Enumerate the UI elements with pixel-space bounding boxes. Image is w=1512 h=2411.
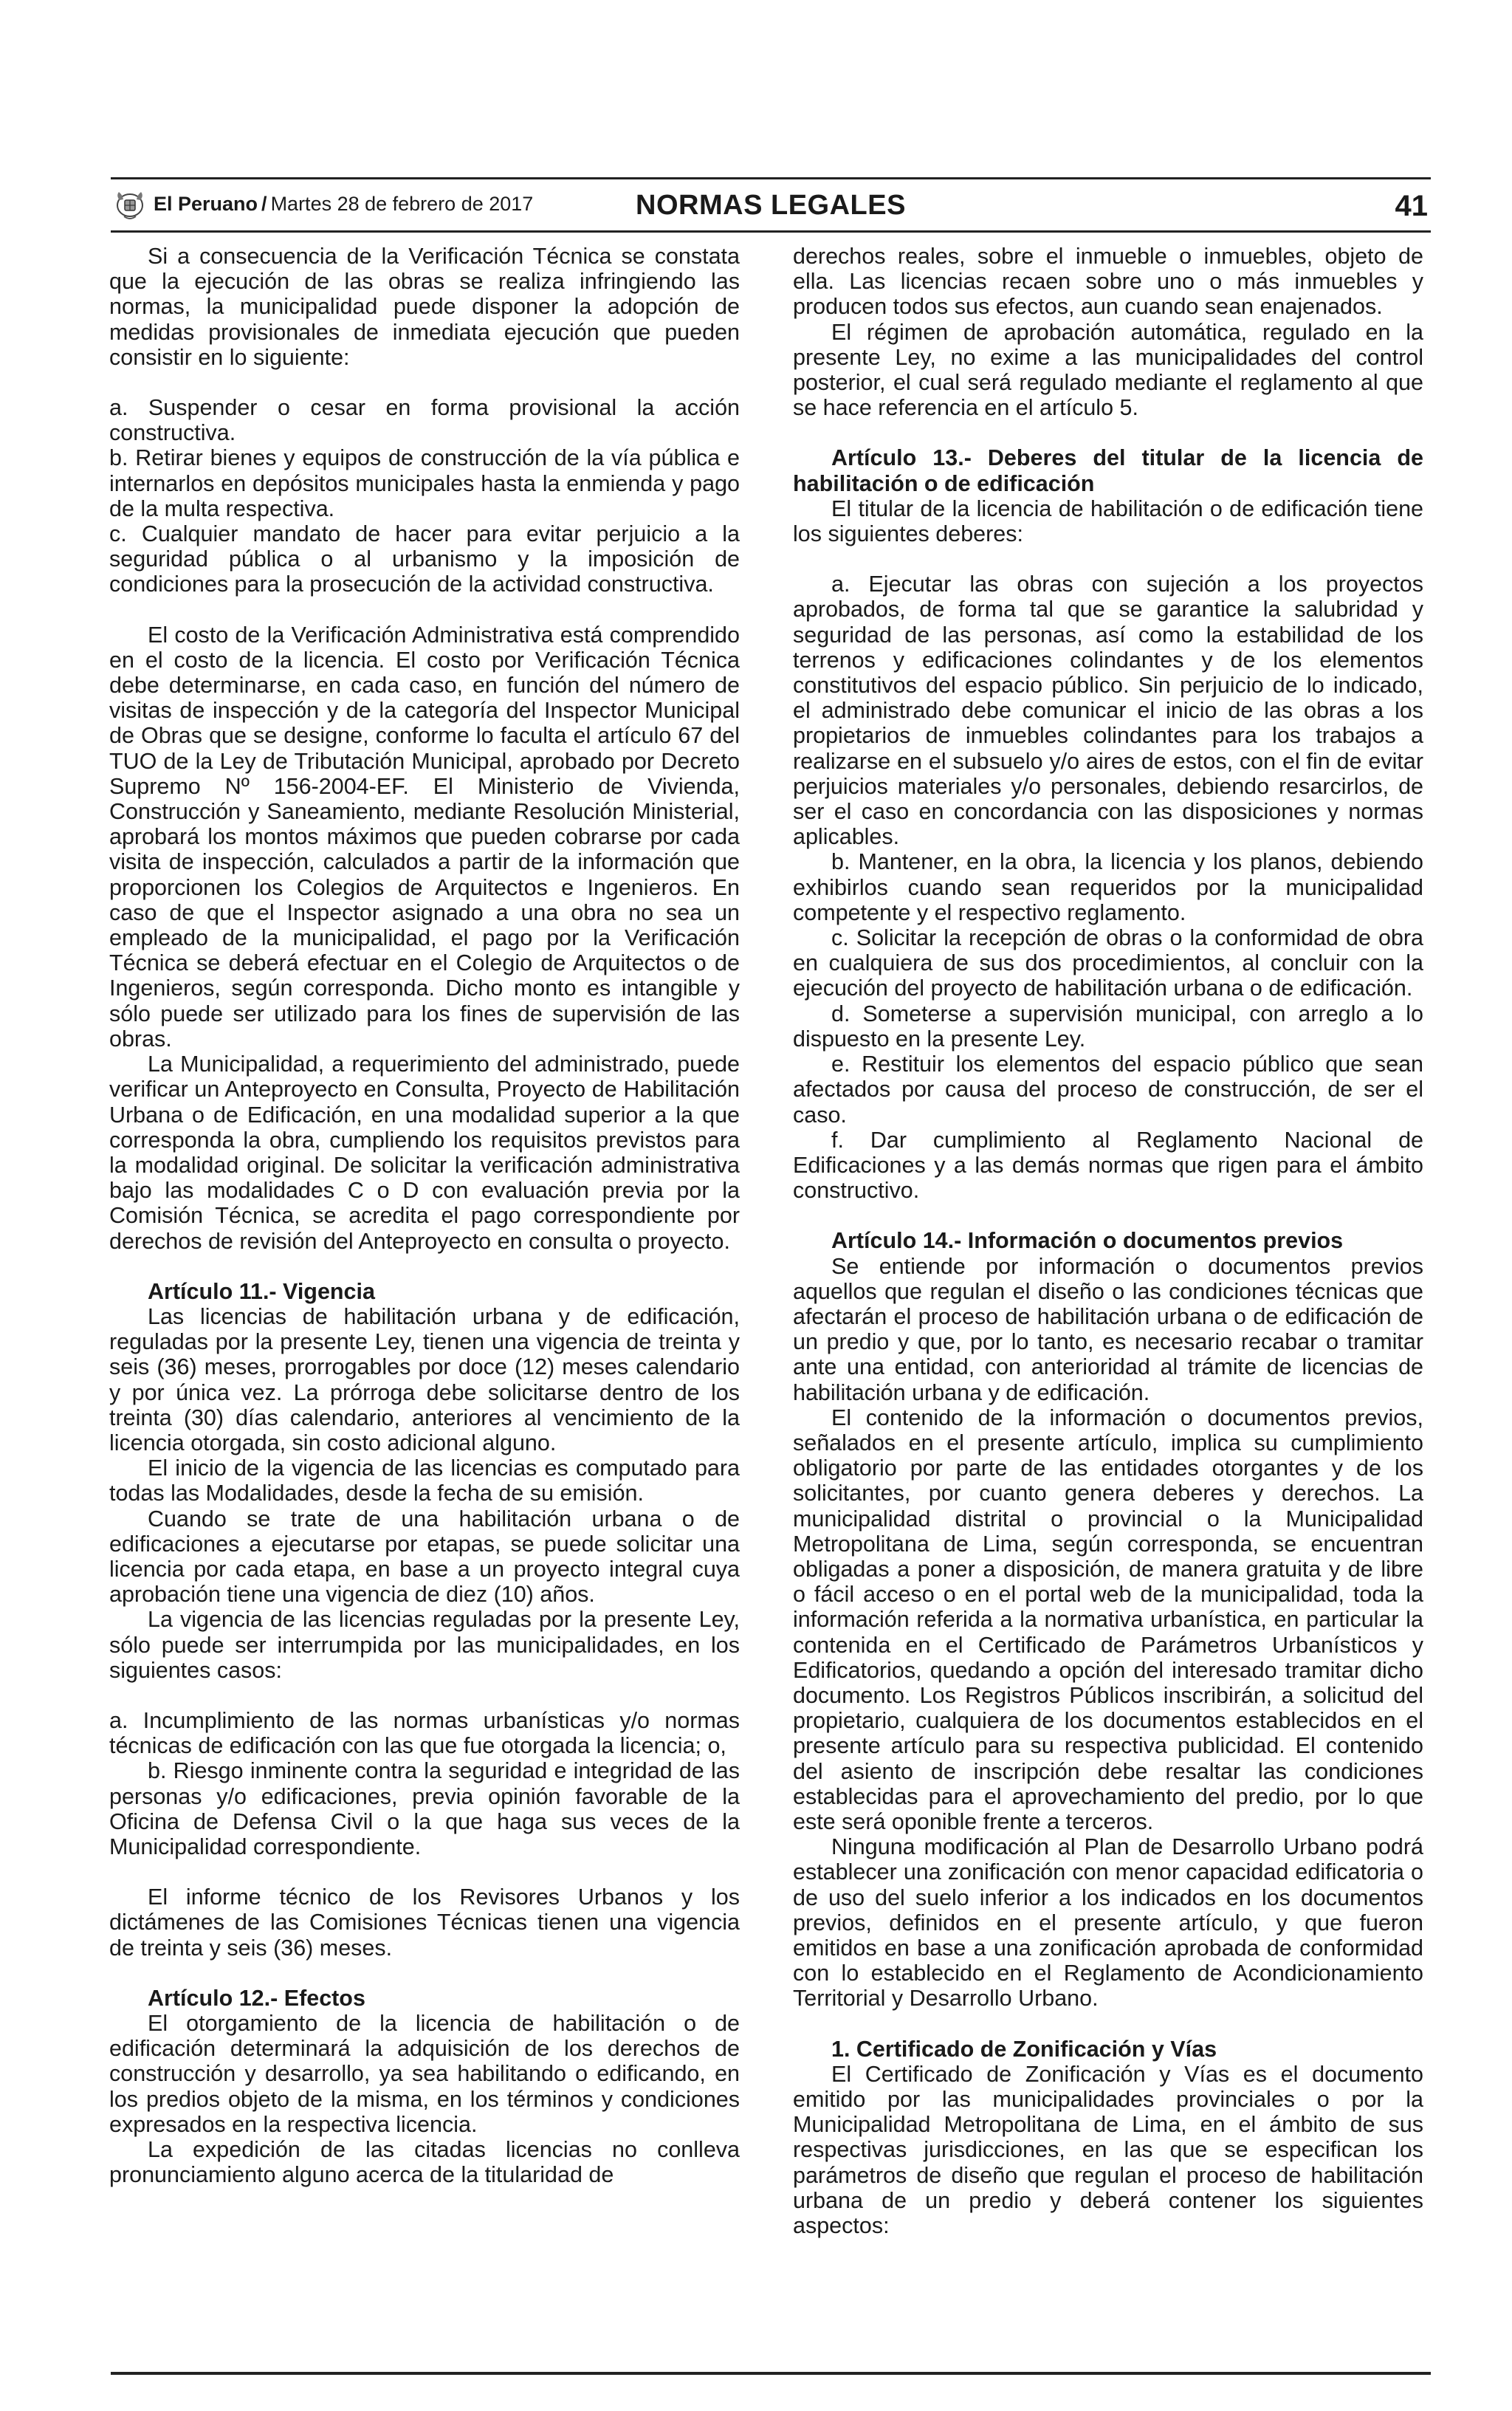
masthead-separator: / <box>261 193 267 215</box>
paragraph: El titular de la licencia de habilitación o de edificación tiene los siguientes deberes: <box>793 495 1423 547</box>
paragraph: El contenido de la información o documentos previos, señalados en el presente artículo, implica su cumplimiento obligatorio por parte de las entidades otorgantes y de los solicitantes, por cuanto genera deberes y derechos. La municipalidad distrital o provincial o la Municipalidad Metropolitana de Lima, según corresponda, se encuentran obligadas a poner a disposición, de manera gratuita y de libre o fácil acceso o en el portal web de la municipalidad, toda la información referida a la normativa urbanística, en particular la contenida en el Certificado de Parámetros Urbanísticos y Edificatorios, quedando a opción del interesado tramitar dicho documento. Los Registros Públicos inscribirán, a solicitud del propietario, cualquiera de los documentos establecidos en el presente artículo para su respectiva publicidad. El contenido del asiento de inscripción debe resaltar las condiciones establecidas para el aprovechamiento del predio, por lo que este será oponible frente a terceros. <box>793 1405 1423 1834</box>
paragraph: El inicio de la vigencia de las licencias es computado para todas las Modalidades, desde la fecha de su emisión. <box>109 1455 740 1506</box>
list-item: c. Cualquier mandato de hacer para evitar perjuicio a la seguridad pública o al urbanismo y la imposición de condiciones para la prosecución de la actividad constructiva. <box>109 521 740 597</box>
header-top-rule <box>111 177 1431 179</box>
paragraph: Si a consecuencia de la Verificación Técnica se constata que la ejecución de las obras se realiza infringiendo las normas, la municipalidad puede disponer la adopción de medidas provisionales de inmediata ejecución que pueden consistir en lo siguiente: <box>109 244 740 370</box>
page-header <box>111 188 1431 224</box>
list-item: b. Riesgo inminente contra la seguridad e integridad de las personas y/o edificaciones, previa opinión favorable de la Oficina de Defensa Civil o la que haga sus veces de la Municipalidad correspondiente. <box>109 1758 740 1859</box>
paragraph: El informe técnico de los Revisores Urbanos y los dictámenes de las Comisiones Técnicas tienen una vigencia de treinta y seis (36) meses. <box>109 1884 740 1961</box>
list-item: a. Ejecutar las obras con sujeción a los proyectos aprobados, de forma tal que se garantice la salubridad y seguridad de las personas, así como la estabilidad de los terrenos y edificaciones colindantes y de los elementos constitutivos del espacio público. Sin perjuicio de lo indicado, el administrado debe comunicar el inicio de las obras a los propietarios de inmuebles colindantes para los trabajos a realizarse en el subsuelo y/o aires de estos, con el fin de evitar perjuicios materiales y/o personales, debiendo resarcirlos, de ser el caso en concordancia con las disposiciones y normas aplicables. <box>793 572 1423 850</box>
list-item: a. Suspender o cesar en forma provisional la acción constructiva. <box>109 395 740 446</box>
paragraph: La Municipalidad, a requerimiento del administrado, puede verificar un Anteproyecto en Consulta, Proyecto de Habilitación Urbana o de Edificación, en una modalidad superior a la que corresponda la obra, cumpliendo los requisitos previstos para la modalidad original. De solicitar la verificación administrativa bajo las modalidades C o D con evaluación previa por la Comisión Técnica, se acredita el pago correspondiente por derechos de revisión del Anteproyecto en consulta o proyecto. <box>109 1052 740 1254</box>
article-heading: Artículo 11.- Vigencia <box>148 1278 375 1304</box>
footer-rule <box>111 2372 1431 2375</box>
header-bottom-rule <box>111 230 1431 233</box>
newspaper-name: El Peruano <box>154 193 258 215</box>
list-item: b. Mantener, en la obra, la licencia y los planos, debiendo exhibirlos cuando sean requeridos por la municipalidad competente y el respectivo reglamento. <box>793 849 1423 925</box>
section-heading: 1. Certificado de Zonificación y Vías <box>831 2036 1217 2062</box>
publication-date: Martes 28 de febrero de 2017 <box>270 193 534 215</box>
paragraph: El otorgamiento de la licencia de habilitación o de edificación determinará la adquisición de los derechos de construcción y desarrollo, ya sea habilitando o edificando, en los predios objeto de la misma, en los términos y condiciones expresados en la respectiva licencia. <box>109 2011 740 2137</box>
paragraph: El Certificado de Zonificación y Vías es el documento emitido por las municipalidades provinciales o por la Municipalidad Metropolitana de Lima, en el ámbito de sus respectivas jurisdicciones, en las que se especifican los parámetros de diseño que regulan el proceso de habilitación urbana de un predio y deberá contener los siguientes aspectos: <box>793 2061 1423 2239</box>
paragraph: derechos reales, sobre el inmueble o inmuebles, objeto de ella. Las licencias recaen sobre uno o más inmuebles y producen todos sus efectos, aun cuando sean enajenados. <box>793 244 1423 320</box>
paragraph: Ninguna modificación al Plan de Desarrollo Urbano podrá establecer una zonificación con menor capacidad edificatoria o de uso del suelo inferior a los indicados en los documentos previos, definidos en el presente artículo, y que fueron emitidos en base a una zonificación aprobada de conformidad con lo establecido en el Reglamento de Acondicionamiento Territorial y Desarrollo Urbano. <box>793 1834 1423 2012</box>
article-heading: Artículo 14.- Información o documentos previos <box>831 1228 1344 1254</box>
left-column <box>109 244 740 2187</box>
paragraph: Cuando se trate de una habilitación urbana o de edificaciones a ejecutarse por etapas, se puede solicitar una licencia por cada etapa, en base a un proyecto integral cuya aprobación tiene una vigencia de diez (10) años. <box>109 1506 740 1608</box>
list-item: e. Restituir los elementos del espacio público que sean afectados por causa del proceso de construcción, de ser el caso. <box>793 1052 1423 1128</box>
page-number: 41 <box>1395 190 1428 222</box>
list-item: b. Retirar bienes y equipos de construcción de la vía pública e internarlos en depósitos municipales hasta la enmienda y pago de la multa respectiva. <box>109 445 740 521</box>
list-item: a. Incumplimiento de las normas urbanísticas y/o normas técnicas de edificación con las que fue otorgada la licencia; o, <box>109 1707 740 1759</box>
paragraph: Las licencias de habilitación urbana y de edificación, reguladas por la presente Ley, tienen una vigencia de treinta y seis (36) meses, prorrogables por doce (12) meses calendario y por única vez. La prórroga debe solicitarse dentro de los treinta (30) días calendario, anteriores al vencimiento de la licencia otorgada, sin costo adicional alguno. <box>109 1303 740 1455</box>
right-column <box>793 244 1423 2238</box>
paragraph: La expedición de las citadas licencias no conlleva pronunciamiento alguno acerca de la titularidad de <box>109 2137 740 2188</box>
article-heading: Artículo 13.- Deberes del titular de la licencia de habilitación o de edificación <box>793 445 1423 496</box>
paragraph: El régimen de aprobación automática, regulado en la presente Ley, no exime a las municipalidades del control posterior, el cual será regulado mediante el reglamento al que se hace referencia en el artículo 5. <box>793 319 1423 421</box>
paragraph: El costo de la Verificación Administrativa está comprendido en el costo de la licencia. El costo por Verificación Técnica debe determinarse, en cada caso, en función del número de visitas de inspección y de la categoría del Inspector Municipal de Obras que se designe, conforme lo faculta el artículo 67 del TUO de la Ley de Tributación Municipal, aprobado por Decreto Supremo Nº 156-2004-EF. El Ministerio de Vivienda, Construcción y Saneamiento, mediante Resolución Ministerial, aprobará los montos máximos que pueden cobrarse por cada visita de inspección, calculados a partir de la información que proporcionen los Colegios de Arquitectos e Ingenieros. En caso de que el Inspector asignado a una obra no sea un empleado de la municipalidad, el pago por la Verificación Técnica se deberá efectuar en el Colegio de Arquitectos o de Ingenieros, según corresponda. Dicho monto es intangible y sólo puede ser utilizado para los fines de supervisión de las obras. <box>109 622 740 1052</box>
paragraph: Se entiende por información o documentos previos aquellos que regulan el diseño o las condiciones técnicas que afectarán el proceso de habilitación urbana o de edificación de un predio y que, por lo tanto, es necesario recabar o tramitar ante una entidad, con anterioridad al trámite de licencias de habilitación urbana y de edificación. <box>793 1253 1423 1405</box>
article-heading: Artículo 12.- Efectos <box>148 1985 365 2011</box>
list-item: f. Dar cumplimiento al Reglamento Nacional de Edificaciones y a las demás normas que rigen para el ámbito constructivo. <box>793 1127 1423 1204</box>
paragraph: La vigencia de las licencias reguladas por la presente Ley, sólo puede ser interrumpida por las municipalidades, en los siguientes casos: <box>109 1607 740 1683</box>
list-item: c. Solicitar la recepción de obras o la conformidad de obra en cualquiera de sus dos procedimientos, al concluir con la ejecución del proyecto de habilitación urbana o de edificación. <box>793 925 1423 1001</box>
list-item: d. Someterse a supervisión municipal, con arreglo a lo dispuesto en la presente Ley. <box>793 1001 1423 1052</box>
section-title: NORMAS LEGALES <box>636 190 906 221</box>
